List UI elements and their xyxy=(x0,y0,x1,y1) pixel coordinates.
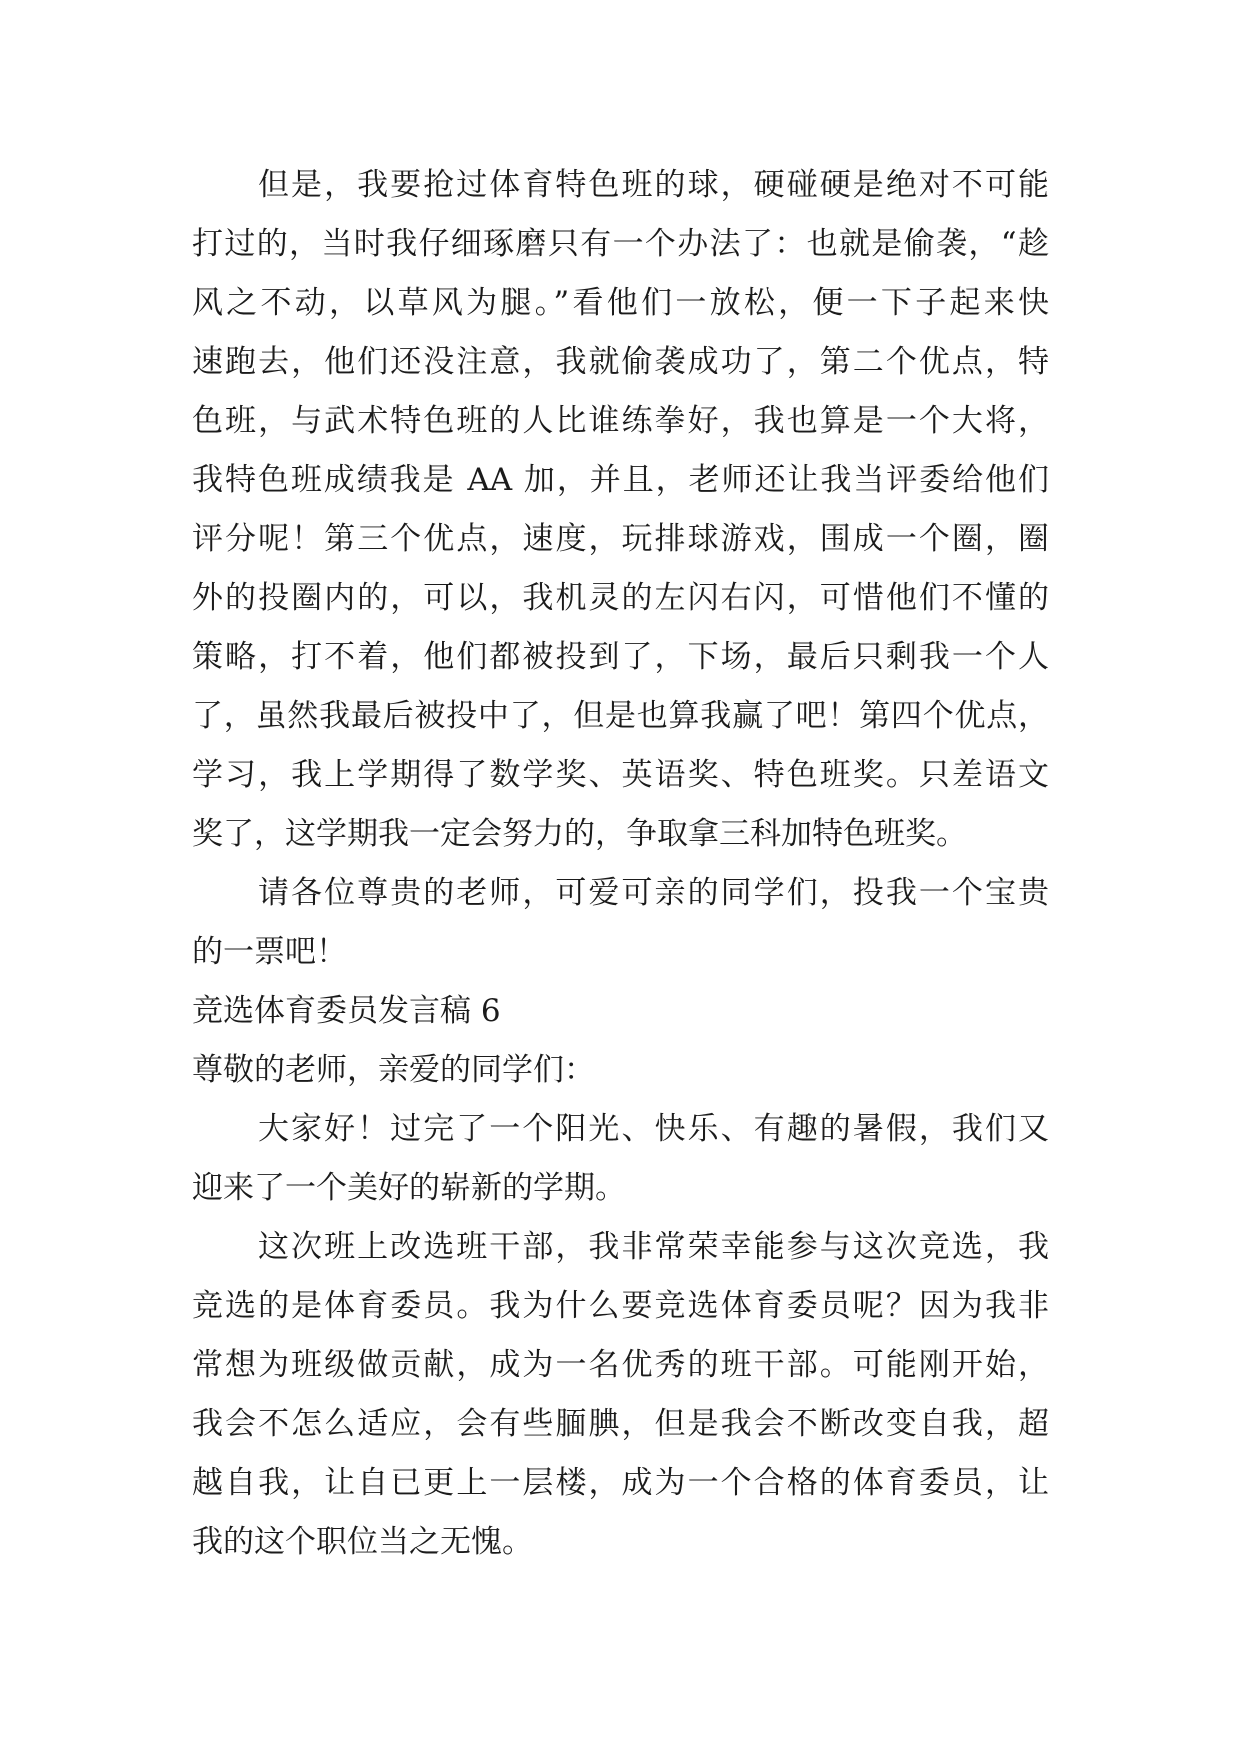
text-line: 竞选的是体育委员。我为什么要竞选体育委员呢？因为我非 xyxy=(192,1288,1049,1324)
document-body xyxy=(192,156,1049,1572)
text-line: 越自我，让自已更上一层楼，成为一个合格的体育委员，让 xyxy=(192,1465,1049,1501)
text-line: 但是，我要抢过体育特色班的球，硬碰硬是绝对不可能 xyxy=(258,167,1049,203)
section-heading xyxy=(192,982,1049,1041)
text-line: 大家好！过完了一个阳光、快乐、有趣的暑假，我们又 xyxy=(258,1111,1049,1147)
section-title: 竞选体育委员发言稿 6 xyxy=(192,993,501,1029)
text-line: 我会不怎么适应，会有些腼腆，但是我会不断改变自我，超 xyxy=(192,1406,1049,1442)
salutation-line: 尊敬的老师，亲爱的同学们： xyxy=(192,1052,595,1088)
text-line: 请各位尊贵的老师，可爱可亲的同学们，投我一个宝贵 xyxy=(258,875,1049,911)
text-line: 色班，与武术特色班的人比谁练拳好，我也算是一个大将， xyxy=(192,403,1049,439)
text-line: 学习，我上学期得了数学奖、英语奖、特色班奖。只差语文 xyxy=(192,757,1049,793)
text-line: 评分呢！第三个优点，速度，玩排球游戏，围成一个圈，圈 xyxy=(192,521,1049,557)
text-line: 这次班上改选班干部，我非常荣幸能参与这次竞选，我 xyxy=(258,1229,1049,1265)
text-line: 风之不动，以草风为腿。”看他们一放松，便一下子起来快 xyxy=(192,285,1049,321)
paragraph-campaign-points xyxy=(192,156,1049,864)
text-line: 我的这个职位当之无愧。 xyxy=(192,1524,533,1560)
text-line: 迎来了一个美好的崭新的学期。 xyxy=(192,1170,626,1206)
paragraph-greeting xyxy=(192,1100,1049,1218)
text-line: 打过的，当时我仔细琢磨只有一个办法了：也就是偷袭，“趁 xyxy=(192,226,1049,262)
paragraph-salutation xyxy=(192,1041,1049,1100)
text-line: 的一票吧！ xyxy=(192,934,347,970)
paragraph-motivation xyxy=(192,1218,1049,1572)
text-line: 了，虽然我最后被投中了，但是也算我赢了吧！第四个优点， xyxy=(192,698,1049,734)
text-line: 奖了，这学期我一定会努力的，争取拿三科加特色班奖。 xyxy=(192,816,967,852)
paragraph-vote-request xyxy=(192,864,1049,982)
text-line: 常想为班级做贡献，成为一名优秀的班干部。可能刚开始， xyxy=(192,1347,1049,1383)
text-line: 外的投圈内的，可以，我机灵的左闪右闪，可惜他们不懂的 xyxy=(192,580,1049,616)
text-line: 我特色班成绩我是 AA 加，并且，老师还让我当评委给他们 xyxy=(192,462,1049,498)
text-line: 速跑去，他们还没注意，我就偷袭成功了，第二个优点，特 xyxy=(192,344,1049,380)
text-line: 策略，打不着，他们都被投到了，下场，最后只剩我一个人 xyxy=(192,639,1049,675)
